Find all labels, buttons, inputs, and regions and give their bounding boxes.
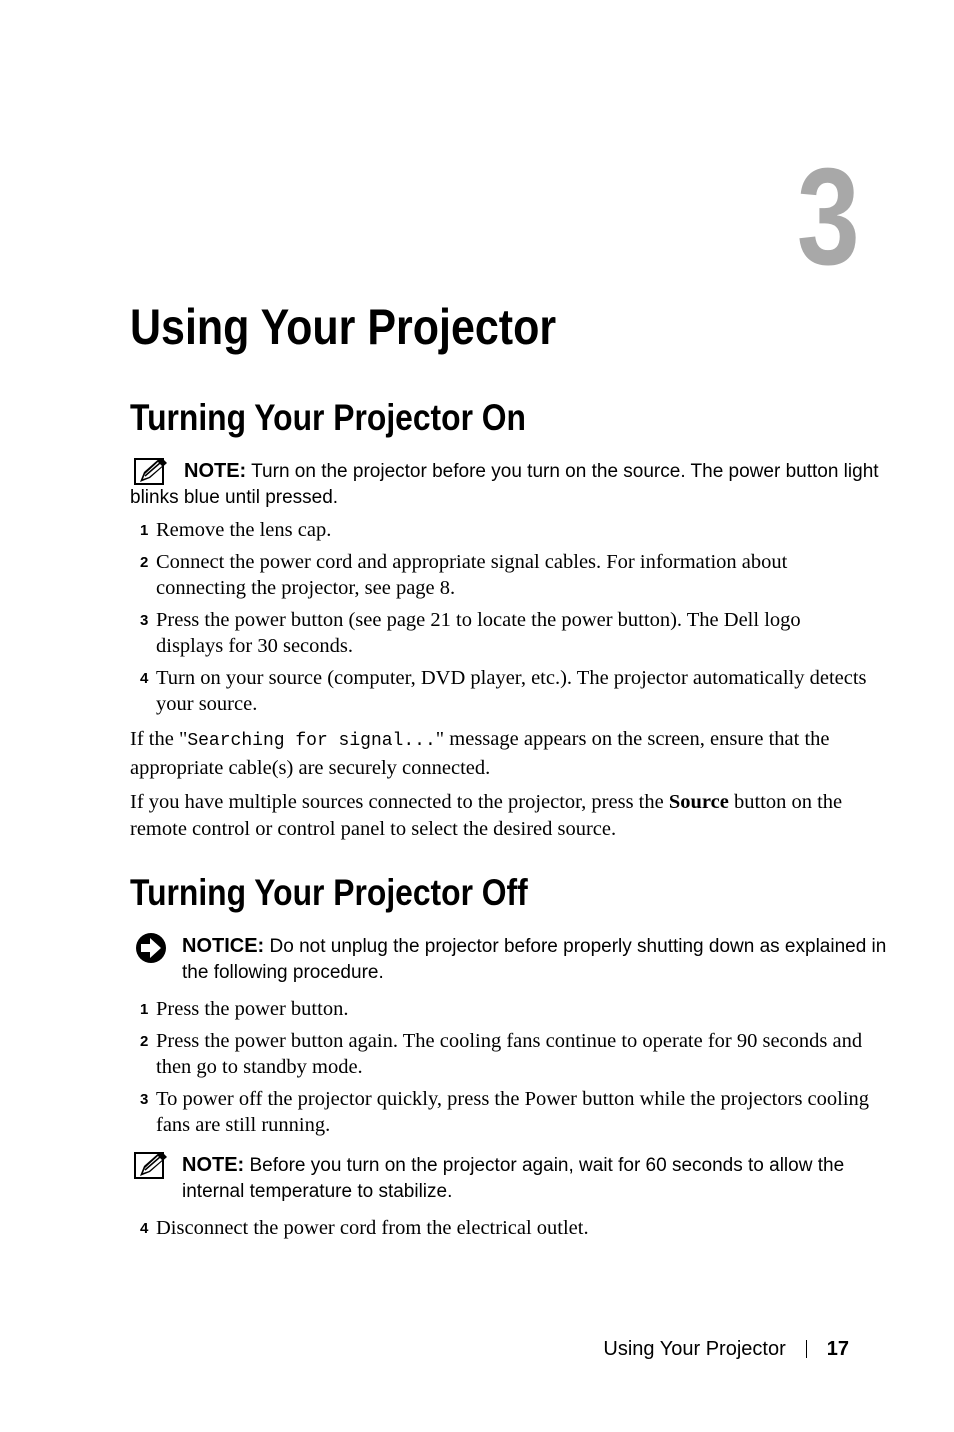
para-text: button on the remote control or control panel to select the desired source. bbox=[130, 791, 843, 840]
step-text: Turn on your source (computer, DVD player, etc.). The projector automatically detects your source bbox=[156, 666, 867, 715]
note-label: NOTE: bbox=[184, 460, 247, 482]
steps-turn-on bbox=[140, 517, 870, 723]
paragraph-multiple-sources bbox=[130, 789, 860, 842]
para-text: If the " bbox=[130, 728, 188, 750]
step-text: Remove the lens cap. bbox=[156, 519, 332, 541]
list-item bbox=[140, 1086, 870, 1139]
list-item bbox=[140, 996, 870, 1023]
step-text: Disconnect the power cord from the electrical outlet. bbox=[156, 1217, 589, 1239]
notice-label: NOTICE: bbox=[182, 935, 265, 957]
notice-unplug bbox=[130, 933, 890, 986]
note-text: Before you turn on the projector again, wait for 60 seconds to allow the internal temperature to stabilize. bbox=[182, 1155, 845, 1202]
para-text: " message appears on the screen, ensure that the appropriate cable(s) are securely connected. bbox=[130, 728, 830, 779]
pencil-note-icon bbox=[134, 1152, 168, 1188]
steps-turn-off bbox=[140, 996, 870, 1144]
footer-title: Using Your Projector bbox=[603, 1338, 786, 1360]
step-number: 2 bbox=[140, 553, 149, 571]
step-text: Press the power button (see page 21 to locate the power button). The Dell logo displays for 30 seconds. bbox=[156, 608, 801, 657]
note-power-button bbox=[130, 458, 890, 511]
footer-divider bbox=[806, 1340, 807, 1358]
para-text: If you have multiple sources connected to the projector, press the bbox=[130, 791, 669, 813]
section-title-off: Turning Your Projector Off bbox=[130, 872, 528, 913]
source-button-label: Source bbox=[668, 791, 729, 813]
list-item bbox=[140, 665, 870, 718]
step-number: 1 bbox=[140, 522, 149, 539]
note-text: Turn on the projector before you turn on the source. The power button light blinks blue until pressed bbox=[130, 461, 879, 508]
note-wait-60-seconds bbox=[130, 1152, 890, 1205]
step-number: 4 bbox=[140, 669, 149, 687]
chapter-number: 3 bbox=[797, 140, 860, 294]
step-text: To power off the projector quickly, press the Power button while the projectors cooling fans are still running. bbox=[156, 1087, 870, 1136]
notice-arrow-icon bbox=[134, 933, 168, 973]
step-number: 3 bbox=[140, 611, 149, 629]
code-message: Searching for signal... bbox=[187, 731, 436, 751]
note-label: NOTE: bbox=[182, 1154, 245, 1176]
list-item bbox=[140, 607, 870, 660]
notice-text: Do not unplug the projector before properly shutting down as explained in the following procedure. bbox=[182, 936, 887, 983]
step-text: Connect the power cord and appropriate signal cables. For information about connecting the projector, see page 8. bbox=[156, 550, 788, 599]
steps-turn-off-final bbox=[140, 1215, 870, 1247]
list-item bbox=[140, 1215, 870, 1242]
step-text: Press the power button. bbox=[156, 998, 349, 1020]
pencil-note-icon bbox=[134, 458, 168, 494]
step-trail: . bbox=[252, 693, 258, 715]
note-trail: . bbox=[332, 487, 339, 508]
section-title-on: Turning Your Projector On bbox=[130, 397, 527, 438]
step-number: 3 bbox=[140, 1090, 149, 1108]
paragraph-searching-signal bbox=[130, 726, 860, 781]
step-number: 4 bbox=[140, 1220, 149, 1237]
list-item bbox=[140, 517, 870, 544]
step-number: 2 bbox=[140, 1032, 149, 1050]
list-item bbox=[140, 549, 870, 602]
chapter-title: Using Your Projector bbox=[130, 299, 557, 355]
list-item bbox=[140, 1028, 870, 1081]
step-text: Press the power button again. The cooling fans continue to operate for 90 seconds and then go to standby mode. bbox=[156, 1029, 863, 1078]
step-number: 1 bbox=[140, 1001, 149, 1018]
page-footer bbox=[603, 1338, 849, 1361]
page-number: 17 bbox=[826, 1338, 849, 1360]
